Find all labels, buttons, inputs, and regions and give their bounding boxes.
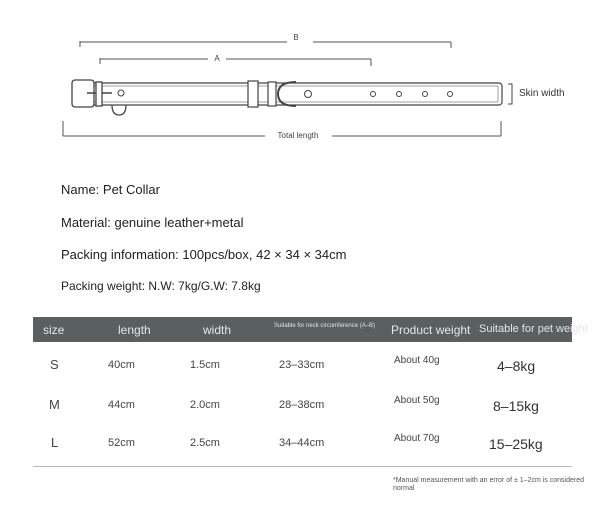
adjustment-hole (371, 92, 376, 97)
total-length-label: Total length (277, 131, 319, 140)
collar-diagram (0, 0, 600, 150)
header-product-weight: Product weight (391, 323, 471, 337)
keeper-loop-icon (268, 82, 276, 106)
row-m-product-weight: About 50g (394, 395, 440, 406)
dimension-b-label: B (293, 33, 299, 42)
row-m-size: M (49, 397, 60, 412)
row-m-neck: 28–38cm (279, 399, 325, 411)
header-length: length (118, 323, 151, 337)
collar-strap (88, 83, 502, 105)
row-m-length: 44cm (108, 399, 135, 411)
measurement-footnote: *Manual measurement with an error of ± 1–2cm is considered normal (393, 477, 584, 492)
row-s-size: S (50, 357, 59, 372)
row-l-width: 2.5cm (190, 437, 220, 449)
strap-hole (305, 91, 312, 98)
row-s-width: 1.5cm (190, 359, 220, 371)
adjustment-hole (423, 92, 428, 97)
adjustment-hole (397, 92, 402, 97)
header-neck-circumference: Suitable for neck circumference (A–B) (274, 323, 376, 329)
header-pet-weight: Suitable for pet weight (479, 323, 588, 335)
row-l-pet-weight: 15–25kg (489, 436, 543, 452)
keeper-loop-icon (248, 81, 258, 107)
row-l-length: 52cm (108, 437, 135, 449)
row-m-width: 2.0cm (190, 399, 220, 411)
row-s-product-weight: About 40g (394, 355, 440, 366)
dimension-a (100, 58, 371, 66)
skin-width-label: Skin width (519, 88, 565, 99)
row-s-pet-weight: 4–8kg (497, 358, 536, 374)
packing-weight: Packing weight: N.W: 7kg/G.W: 7.8kg (61, 279, 261, 293)
row-l-neck: 34–44cm (279, 437, 325, 449)
row-s-neck: 23–33cm (279, 359, 325, 371)
product-name: Name: Pet Collar (61, 182, 160, 197)
header-size: size (43, 323, 65, 337)
skin-width-bracket (508, 84, 512, 104)
d-ring-icon (112, 105, 126, 115)
dimension-b (80, 41, 451, 48)
row-l-product-weight: About 70g (394, 433, 440, 444)
row-s-length: 40cm (108, 359, 135, 371)
row-l-size: L (51, 435, 59, 450)
table-bottom-rule (33, 466, 572, 467)
adjustment-hole (448, 92, 453, 97)
header-width: width (203, 323, 232, 337)
row-m-pet-weight: 8–15kg (493, 398, 539, 414)
packing-information: Packing information: 100pcs/box, 42 × 34 × 34cm (61, 247, 347, 262)
dimension-a-label: A (214, 54, 220, 63)
strap-hole (118, 90, 124, 96)
product-material: Material: genuine leather+metal (61, 215, 244, 230)
